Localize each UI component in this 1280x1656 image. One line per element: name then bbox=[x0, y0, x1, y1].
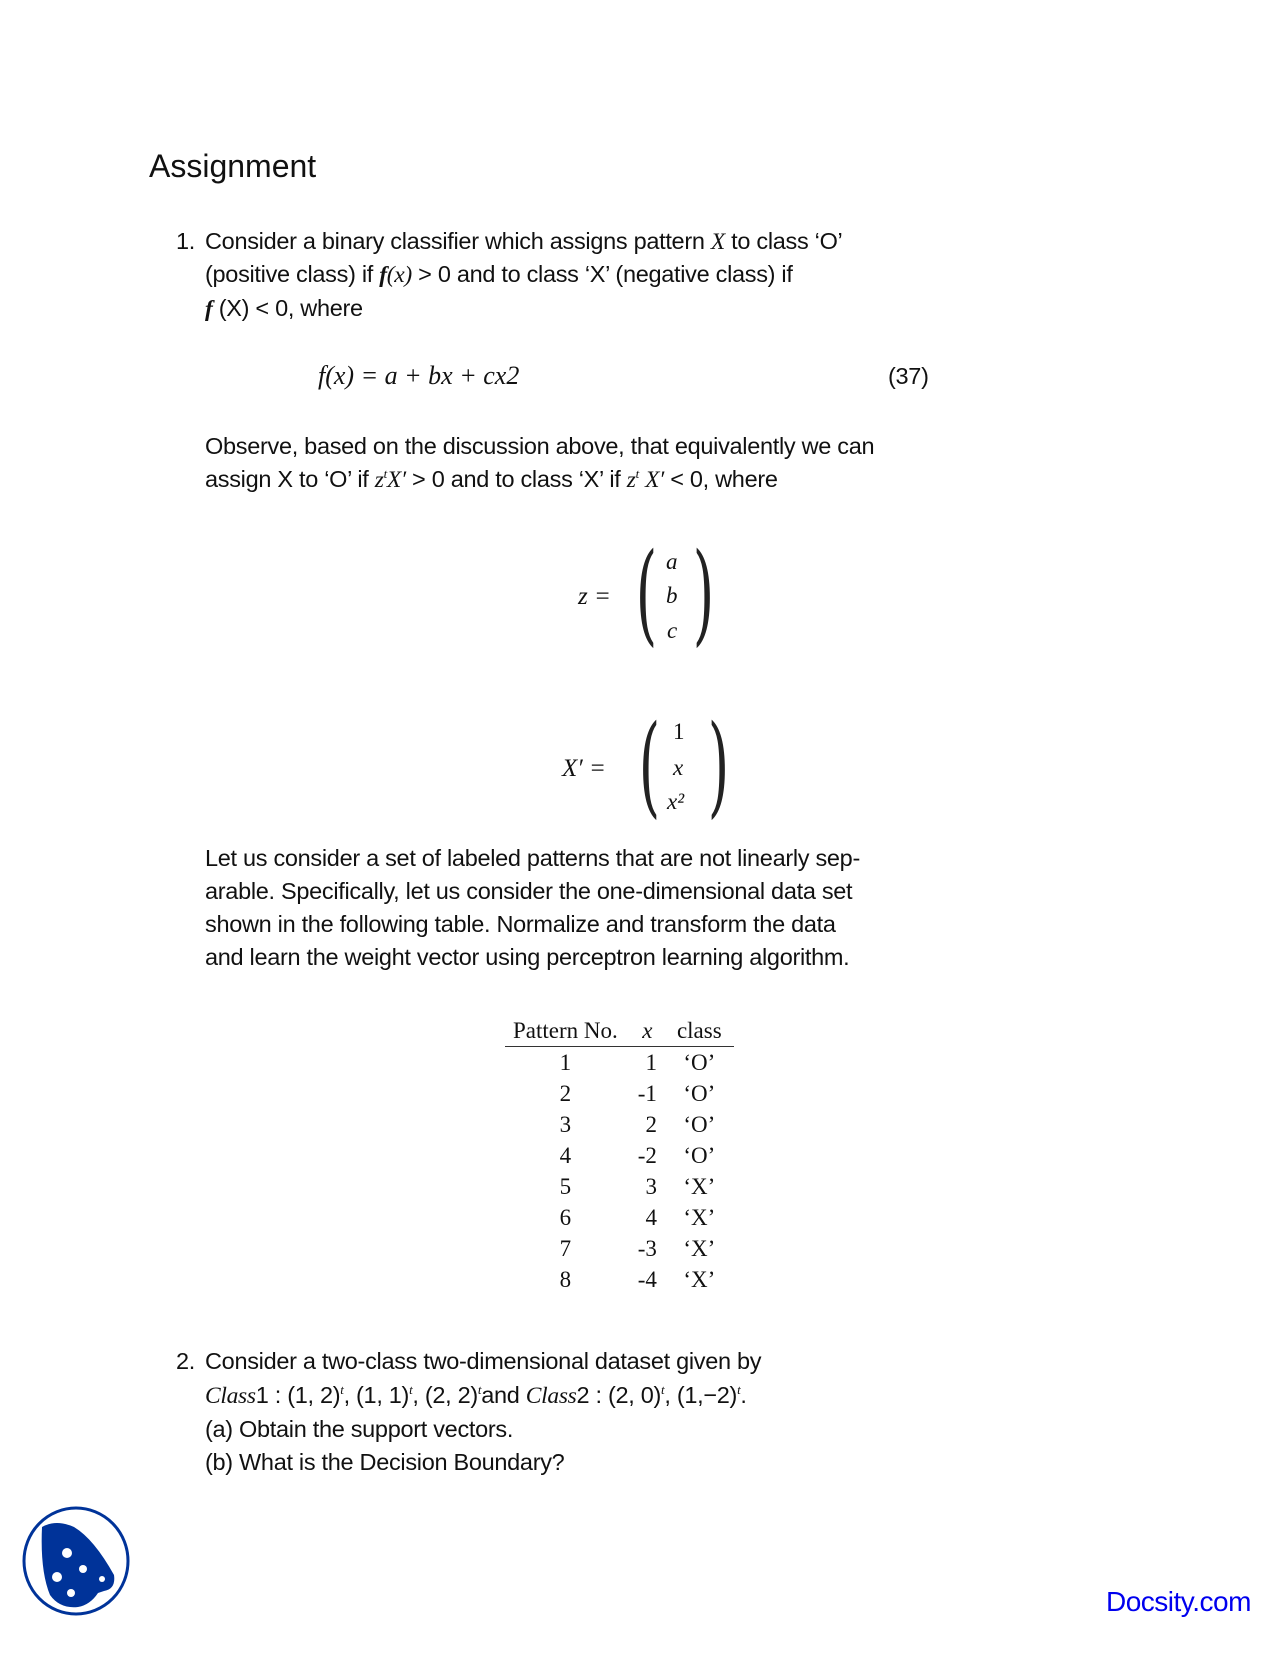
z-label: z = bbox=[578, 583, 611, 610]
table-header-row bbox=[505, 1018, 734, 1047]
cell-class: ‘O’ bbox=[683, 1081, 716, 1106]
cell-x: -2 bbox=[637, 1143, 657, 1168]
cell-class: ‘X’ bbox=[683, 1236, 716, 1261]
equation-number: (37) bbox=[888, 363, 929, 389]
xprime-label: X′ = bbox=[562, 755, 606, 782]
cell-pattern-no: 5 bbox=[559, 1174, 572, 1199]
xprime-x: x bbox=[673, 755, 684, 780]
cell-class: ‘O’ bbox=[683, 1112, 716, 1137]
table-row bbox=[505, 1264, 734, 1295]
right-paren: ) bbox=[692, 529, 715, 657]
q1-observe-line1: Observe, based on the discussion above, that equivalently we can bbox=[205, 433, 875, 459]
docsity-link[interactable]: Docsity.com bbox=[1106, 1586, 1251, 1617]
z-a: a bbox=[666, 549, 678, 574]
left-paren: ( bbox=[635, 529, 658, 657]
equation: f(x) = a + bx + cx2 bbox=[318, 361, 520, 390]
q2-part-b: (b) What is the Decision Boundary? bbox=[205, 1449, 565, 1475]
z-b: b bbox=[666, 583, 678, 608]
cell-x: 1 bbox=[645, 1050, 657, 1075]
q2-part-a: (a) Obtain the support vectors. bbox=[205, 1416, 514, 1442]
cell-pattern-no: 4 bbox=[559, 1143, 572, 1168]
cell-x: -4 bbox=[637, 1267, 657, 1292]
cell-class: ‘X’ bbox=[683, 1267, 716, 1292]
cell-class: ‘X’ bbox=[683, 1205, 716, 1230]
cell-class: ‘O’ bbox=[683, 1143, 716, 1168]
table-row bbox=[505, 1171, 734, 1202]
cell-class: ‘O’ bbox=[683, 1050, 716, 1075]
cell-x: 3 bbox=[645, 1174, 657, 1199]
cell-x: 4 bbox=[645, 1205, 657, 1230]
table-row bbox=[505, 1078, 734, 1109]
header-x: x bbox=[630, 1018, 669, 1047]
header-class: class bbox=[669, 1018, 734, 1047]
q1-observe-line2: assign X to ‘O’ if $z^tX' > 0$ and to class ‘X’ if $z^t$ X′ < 0, where bbox=[205, 466, 778, 493]
q1-para-line4: and learn the weight vector using perceptron learning algorithm. bbox=[205, 944, 850, 970]
q1-para-line2: arable. Specifically, let us consider the one-dimensional data set bbox=[205, 878, 853, 904]
page-title: Assignment bbox=[149, 148, 317, 184]
xprime-x2: x² bbox=[667, 789, 685, 814]
q1-line3: f (X) < 0, where bbox=[205, 295, 363, 322]
cell-pattern-no: 6 bbox=[559, 1205, 572, 1230]
cell-pattern-no: 1 bbox=[559, 1050, 572, 1075]
q1-para-line1: Let us consider a set of labeled patterns that are not linearly sep- bbox=[205, 845, 860, 871]
cell-pattern-no: 3 bbox=[559, 1112, 572, 1137]
xprime-1: 1 bbox=[673, 719, 685, 744]
q1-para-line3: shown in the following table. Normalize and transform the data bbox=[205, 911, 836, 937]
cell-x: -3 bbox=[637, 1236, 657, 1261]
q1-line2: (positive class) if f(x) > 0 and to class ‘X’ (negative class) if bbox=[205, 261, 793, 288]
cell-x: 2 bbox=[645, 1112, 657, 1137]
table-row bbox=[505, 1047, 734, 1079]
q1-line1: Consider a binary classifier which assigns pattern X to class ‘O’ bbox=[205, 228, 843, 255]
table-row bbox=[505, 1109, 734, 1140]
table-row bbox=[505, 1202, 734, 1233]
cell-class: ‘X’ bbox=[683, 1174, 716, 1199]
table-row bbox=[505, 1233, 734, 1264]
docsity-logo-icon[interactable] bbox=[20, 1505, 132, 1617]
cell-x: -1 bbox=[637, 1081, 657, 1106]
q2-number: 2. bbox=[176, 1348, 195, 1374]
q2-line1: Consider a two-class two-dimensional dataset given by bbox=[205, 1348, 762, 1374]
z-c: c bbox=[667, 618, 678, 643]
cell-pattern-no: 7 bbox=[559, 1236, 572, 1261]
table-row bbox=[505, 1140, 734, 1171]
right-paren: ) bbox=[707, 701, 730, 829]
cell-pattern-no: 8 bbox=[559, 1267, 572, 1292]
q1-number: 1. bbox=[176, 228, 195, 254]
q2-line2: Class1 : (1, 2)$^t$, (1, 1)$^t$, (2, 2)$^t$and Class2 : (2, 0)$^t$, $(1,-2)^t$. bbox=[205, 1382, 747, 1409]
cell-pattern-no: 2 bbox=[559, 1081, 572, 1106]
pattern-table bbox=[505, 1018, 734, 1295]
left-paren: ( bbox=[638, 701, 661, 829]
header-pattern-no: Pattern No. bbox=[505, 1018, 630, 1047]
